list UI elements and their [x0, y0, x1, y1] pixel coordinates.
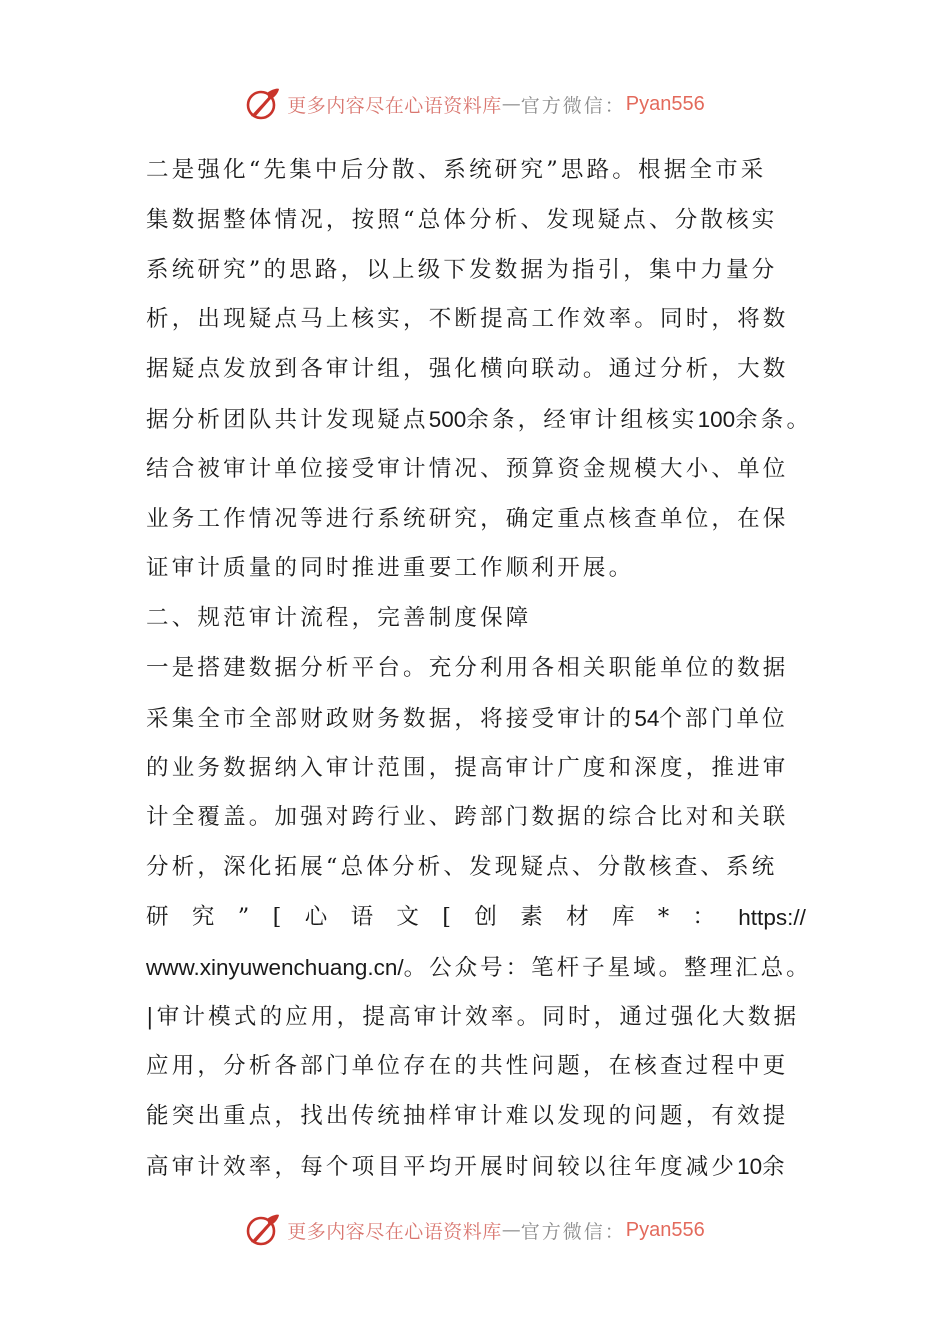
banner-label: 官方微信：: [520, 1220, 626, 1243]
text-segment: 54: [634, 705, 660, 731]
text-line: 二、规范审计流程，完善制度保障: [146, 605, 532, 632]
banner-wechat-id: Pyan556: [625, 1218, 705, 1241]
text-line: 集数据整体情况，按照“总体分析、发现疑点、分散核实: [146, 206, 778, 233]
text-segment: 500: [428, 406, 467, 432]
text-line: |审计模式的应用，提高审计效率。同时，通过强化大数据: [146, 1003, 800, 1030]
banner-wechat-id: Pyan556: [625, 92, 705, 115]
banner-separator: —: [501, 1219, 521, 1241]
text-segment: 心: [304, 903, 328, 930]
url-text-line: [146, 943, 812, 993]
text-segment: ：: [692, 903, 715, 930]
text-line: 析，出现疑点马上核实，不断提高工作效率。同时，将数: [146, 306, 789, 333]
url-text: www.xinyuwenchuang.cn/: [146, 954, 404, 980]
quill-logo-icon: [245, 1212, 281, 1248]
text-segment: *: [657, 903, 670, 930]
text-line: 分析，深化拓展“总体分析、发现疑点、分散核查、系统: [146, 854, 778, 881]
text-segment: 高审计效率，每个项目平均开展时间较以往年度减少: [146, 1153, 738, 1180]
text-segment: 素: [520, 903, 543, 930]
text-segment: 据分析团队共计发现疑点: [146, 406, 429, 433]
text-line: 一是搭建数据分析平台。充分利用各相关职能单位的数据: [146, 654, 789, 681]
text-segment: 究: [191, 903, 215, 930]
text-segment: 文: [396, 903, 419, 930]
text-segment: ”: [237, 903, 250, 930]
text-segment: 材: [566, 903, 589, 930]
justified-text-line: [146, 893, 806, 943]
text-line: 证审计质量的同时推进重要工作顺利开展。: [146, 555, 635, 582]
text-segment: 库: [611, 903, 635, 930]
text-segment: https://: [738, 904, 806, 930]
text-segment: 语: [350, 903, 374, 930]
banner-label: 官方微信：: [520, 94, 626, 117]
text-segment: 余条，经审计组核实: [466, 406, 698, 433]
text-line: [146, 1142, 806, 1192]
text-segment: 余: [762, 1153, 788, 1180]
text-line: 二是强化“先集中后分散、系统研究”思路。根据全市采: [146, 157, 767, 183]
text-segment: 个部门单位: [659, 705, 788, 732]
text-segment: 研: [146, 903, 169, 930]
document-body: [146, 146, 813, 1192]
text-segment: 余条。: [735, 406, 813, 433]
text-segment: 创: [474, 903, 497, 930]
text-line: [146, 395, 813, 445]
banner-main-text: 更多内容尽在心语资料库: [287, 94, 502, 117]
text-line: 的业务数据纳入审计范围，提高审计广度和深度，推进审: [146, 754, 789, 781]
text-line: 据疑点发放到各审计组，强化横向联动。通过分析，大数: [146, 356, 789, 383]
text-line: 业务工作情况等进行系统研究，确定重点核查单位，在保: [146, 505, 789, 532]
text-segment: 10: [737, 1153, 763, 1179]
quill-logo-icon: [245, 86, 281, 122]
text-segment: 采集全市全部财政财务数据，将接受审计的: [146, 705, 635, 732]
banner-main-text: 更多内容尽在心语资料库: [287, 1220, 502, 1243]
text-segment: [: [272, 903, 282, 930]
text-line: 能突出重点，找出传统抽样审计难以发现的问题，有效提: [146, 1103, 789, 1130]
text-line: 结合被审计单位接受审计情况、预算资金规模大小、单位: [146, 455, 789, 482]
footer-banner: [0, 1208, 950, 1252]
text-line: [146, 694, 806, 744]
text-line: 应用，分析各部门单位存在的共性问题，在核查过程中更: [146, 1053, 789, 1080]
header-banner: [0, 82, 950, 126]
banner-separator: —: [501, 93, 521, 115]
text-segment: 100: [697, 406, 736, 432]
text-segment: 。公众号：笔杆子星域。整理汇总。: [403, 954, 812, 981]
text-line: 计全覆盖。加强对跨行业、跨部门数据的综合比对和关联: [146, 804, 789, 831]
text-segment: [: [442, 903, 452, 930]
text-line: 系统研究”的思路，以上级下发数据为指引，集中力量分: [146, 256, 778, 283]
